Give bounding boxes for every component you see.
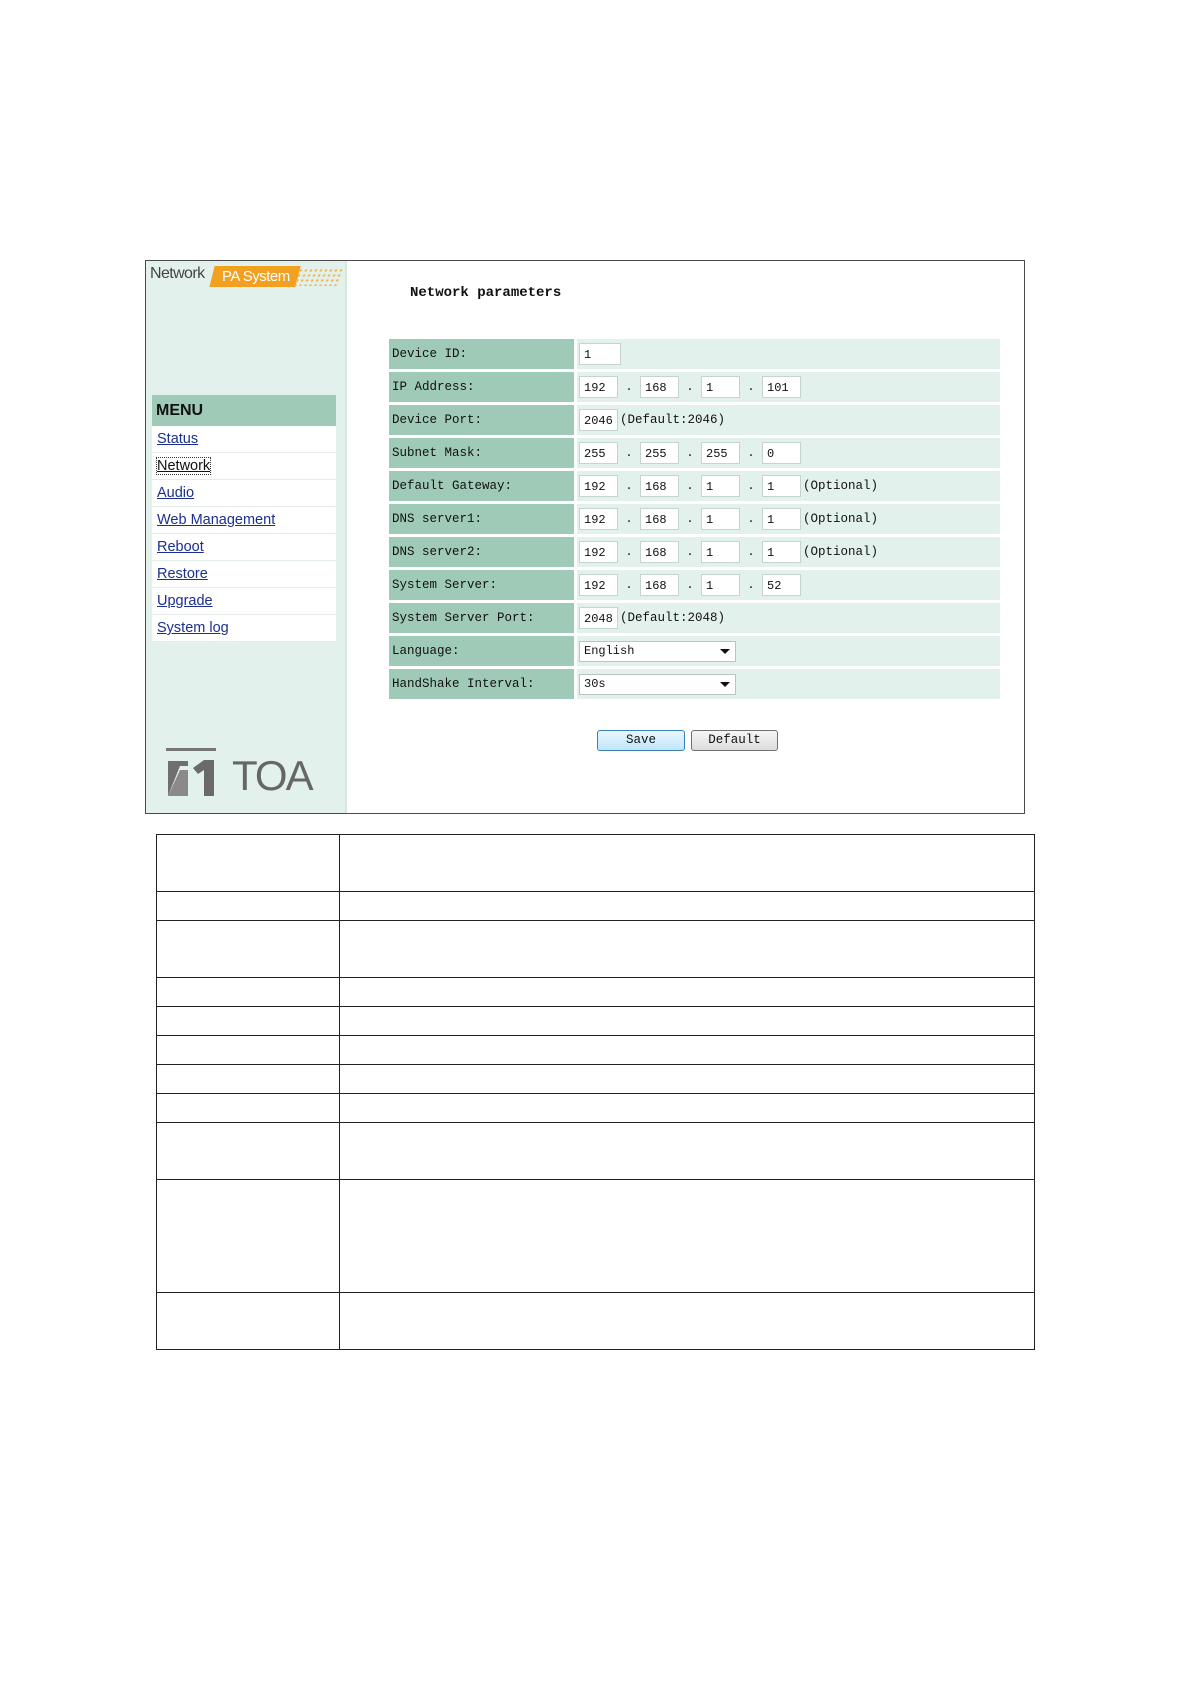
language-select[interactable] xyxy=(579,641,736,662)
menu-title: MENU xyxy=(152,395,336,426)
system-server-octet-4[interactable]: 52 xyxy=(762,574,801,596)
gateway-octet-2[interactable]: 168 xyxy=(640,475,679,497)
label-subnet-mask: Subnet Mask: xyxy=(389,438,577,468)
menu-link-network[interactable]: Network xyxy=(157,458,211,474)
brand-logo xyxy=(150,265,345,287)
ip-separator: . xyxy=(625,512,633,526)
label-handshake-interval: HandShake Interval: xyxy=(389,669,577,699)
label-dns-server1: DNS server1: xyxy=(389,504,577,534)
subnet-mask-octet-1[interactable]: 255 xyxy=(579,442,618,464)
page-title: Network parameters xyxy=(410,285,562,301)
system-server-octet-1[interactable]: 192 xyxy=(579,574,618,596)
toa-logo xyxy=(166,746,326,801)
network-params-table xyxy=(389,336,1000,702)
table-cell xyxy=(340,1036,1035,1065)
dns1-octet-4[interactable]: 1 xyxy=(762,508,801,530)
menu-link-restore[interactable]: Restore xyxy=(157,566,208,582)
table-cell xyxy=(157,835,340,892)
brand-word-pa-system: PA System xyxy=(209,266,300,287)
menu-item-restore[interactable] xyxy=(152,561,336,588)
ip-separator: . xyxy=(747,380,755,394)
label-system-server: System Server: xyxy=(389,570,577,600)
menu-link-audio[interactable]: Audio xyxy=(157,485,195,501)
row-ip-address xyxy=(389,372,1000,402)
table-cell xyxy=(157,1007,340,1036)
menu-link-web-management[interactable]: Web Management xyxy=(157,512,276,528)
ip-separator: . xyxy=(686,446,694,460)
device-port-default-note: (Default:2046) xyxy=(620,413,726,427)
chevron-down-icon xyxy=(720,649,730,654)
label-default-gateway: Default Gateway: xyxy=(389,471,577,501)
ip-separator: . xyxy=(625,380,633,394)
label-system-server-port: System Server Port: xyxy=(389,603,577,633)
device-port-input[interactable]: 2046 xyxy=(579,409,618,431)
gateway-optional-note: (Optional) xyxy=(803,479,879,493)
dns1-octet-3[interactable]: 1 xyxy=(701,508,740,530)
ip-address-octet-4[interactable]: 101 xyxy=(762,376,801,398)
ip-address-octet-2[interactable]: 168 xyxy=(640,376,679,398)
table-cell xyxy=(340,835,1035,892)
menu-item-audio[interactable] xyxy=(152,480,336,507)
ip-separator: . xyxy=(747,512,755,526)
menu-item-upgrade[interactable] xyxy=(152,588,336,615)
table-cell xyxy=(157,1094,340,1123)
label-ip-address: IP Address: xyxy=(389,372,577,402)
table-row xyxy=(157,1094,1035,1123)
row-system-server xyxy=(389,570,1000,600)
table-row xyxy=(157,978,1035,1007)
ip-separator: . xyxy=(625,446,633,460)
row-dns-server1 xyxy=(389,504,1000,534)
brand-word-network: Network xyxy=(150,265,205,282)
row-device-id xyxy=(389,339,1000,369)
row-language xyxy=(389,636,1000,666)
system-server-port-default-note: (Default:2048) xyxy=(620,611,726,625)
system-server-octet-3[interactable]: 1 xyxy=(701,574,740,596)
brand-dots-decoration xyxy=(293,268,346,286)
table-cell xyxy=(340,1293,1035,1350)
table-cell xyxy=(157,892,340,921)
save-button[interactable]: Save xyxy=(597,730,685,751)
table-row xyxy=(157,921,1035,978)
row-system-server-port xyxy=(389,603,1000,633)
row-subnet-mask xyxy=(389,438,1000,468)
toa-emblem-icon xyxy=(166,746,220,800)
menu-item-system-log[interactable] xyxy=(152,615,336,642)
menu-link-reboot[interactable]: Reboot xyxy=(157,539,204,555)
ip-separator: . xyxy=(686,578,694,592)
dns2-octet-1[interactable]: 192 xyxy=(579,541,618,563)
row-device-port xyxy=(389,405,1000,435)
menu-link-status[interactable]: Status xyxy=(157,431,199,447)
ip-separator: . xyxy=(625,578,633,592)
dns2-octet-2[interactable]: 168 xyxy=(640,541,679,563)
description-table xyxy=(156,834,1035,1350)
table-cell xyxy=(157,1065,340,1094)
dns1-octet-2[interactable]: 168 xyxy=(640,508,679,530)
subnet-mask-octet-4[interactable]: 0 xyxy=(762,442,801,464)
default-button[interactable]: Default xyxy=(691,730,778,751)
main-content xyxy=(347,261,1024,813)
menu-link-system-log[interactable]: System log xyxy=(157,620,229,636)
table-cell xyxy=(157,1036,340,1065)
table-cell xyxy=(340,1123,1035,1180)
ip-separator: . xyxy=(625,545,633,559)
ip-address-octet-1[interactable]: 192 xyxy=(579,376,618,398)
table-cell xyxy=(340,978,1035,1007)
label-language: Language: xyxy=(389,636,577,666)
table-cell xyxy=(157,978,340,1007)
menu-list xyxy=(152,426,336,642)
gateway-octet-1[interactable]: 192 xyxy=(579,475,618,497)
system-server-octet-2[interactable]: 168 xyxy=(640,574,679,596)
ip-separator: . xyxy=(625,479,633,493)
ip-separator: . xyxy=(747,545,755,559)
dns1-octet-1[interactable]: 192 xyxy=(579,508,618,530)
table-row xyxy=(157,1007,1035,1036)
ip-separator: . xyxy=(747,446,755,460)
table-row xyxy=(157,1180,1035,1293)
table-row xyxy=(157,1036,1035,1065)
chevron-down-icon xyxy=(720,682,730,687)
button-row xyxy=(597,730,784,751)
language-selected-value: English xyxy=(584,643,635,658)
table-cell xyxy=(340,1094,1035,1123)
label-dns-server2: DNS server2: xyxy=(389,537,577,567)
menu-item-network[interactable] xyxy=(152,453,336,480)
table-cell xyxy=(157,921,340,978)
ip-separator: . xyxy=(686,545,694,559)
gateway-octet-4[interactable]: 1 xyxy=(762,475,801,497)
table-cell xyxy=(340,1065,1035,1094)
table-cell xyxy=(157,1180,340,1293)
handshake-interval-select[interactable] xyxy=(579,674,736,695)
ip-separator: . xyxy=(686,380,694,394)
menu-item-web-management[interactable] xyxy=(152,507,336,534)
row-default-gateway xyxy=(389,471,1000,501)
table-row xyxy=(157,892,1035,921)
table-row xyxy=(157,1065,1035,1094)
label-device-id: Device ID: xyxy=(389,339,577,369)
table-row xyxy=(157,1123,1035,1180)
label-device-port: Device Port: xyxy=(389,405,577,435)
table-cell xyxy=(340,1180,1035,1293)
subnet-mask-octet-3[interactable]: 255 xyxy=(701,442,740,464)
row-handshake-interval xyxy=(389,669,1000,699)
table-row xyxy=(157,835,1035,892)
dns1-optional-note: (Optional) xyxy=(803,512,879,526)
ip-separator: . xyxy=(686,479,694,493)
device-id-input[interactable]: 1 xyxy=(579,343,621,365)
ip-separator: . xyxy=(686,512,694,526)
table-row xyxy=(157,1293,1035,1350)
toa-logo-text: TOA xyxy=(232,752,312,799)
subnet-mask-octet-2[interactable]: 255 xyxy=(640,442,679,464)
table-cell xyxy=(340,892,1035,921)
ip-address-octet-3[interactable]: 1 xyxy=(701,376,740,398)
dns2-octet-3[interactable]: 1 xyxy=(701,541,740,563)
dns2-octet-4[interactable]: 1 xyxy=(762,541,801,563)
system-server-port-input[interactable]: 2048 xyxy=(579,607,618,629)
handshake-selected-value: 30s xyxy=(584,676,606,691)
ip-separator: . xyxy=(747,479,755,493)
gateway-octet-3[interactable]: 1 xyxy=(701,475,740,497)
ip-separator: . xyxy=(747,578,755,592)
table-cell xyxy=(340,1007,1035,1036)
menu-item-reboot[interactable] xyxy=(152,534,336,561)
dns2-optional-note: (Optional) xyxy=(803,545,879,559)
screenshot-frame xyxy=(145,260,1025,814)
table-cell xyxy=(340,921,1035,978)
menu-link-upgrade[interactable]: Upgrade xyxy=(157,593,213,609)
menu-item-status[interactable] xyxy=(152,426,336,453)
row-dns-server2 xyxy=(389,537,1000,567)
table-cell xyxy=(157,1293,340,1350)
table-cell xyxy=(157,1123,340,1180)
sidebar xyxy=(146,261,347,813)
